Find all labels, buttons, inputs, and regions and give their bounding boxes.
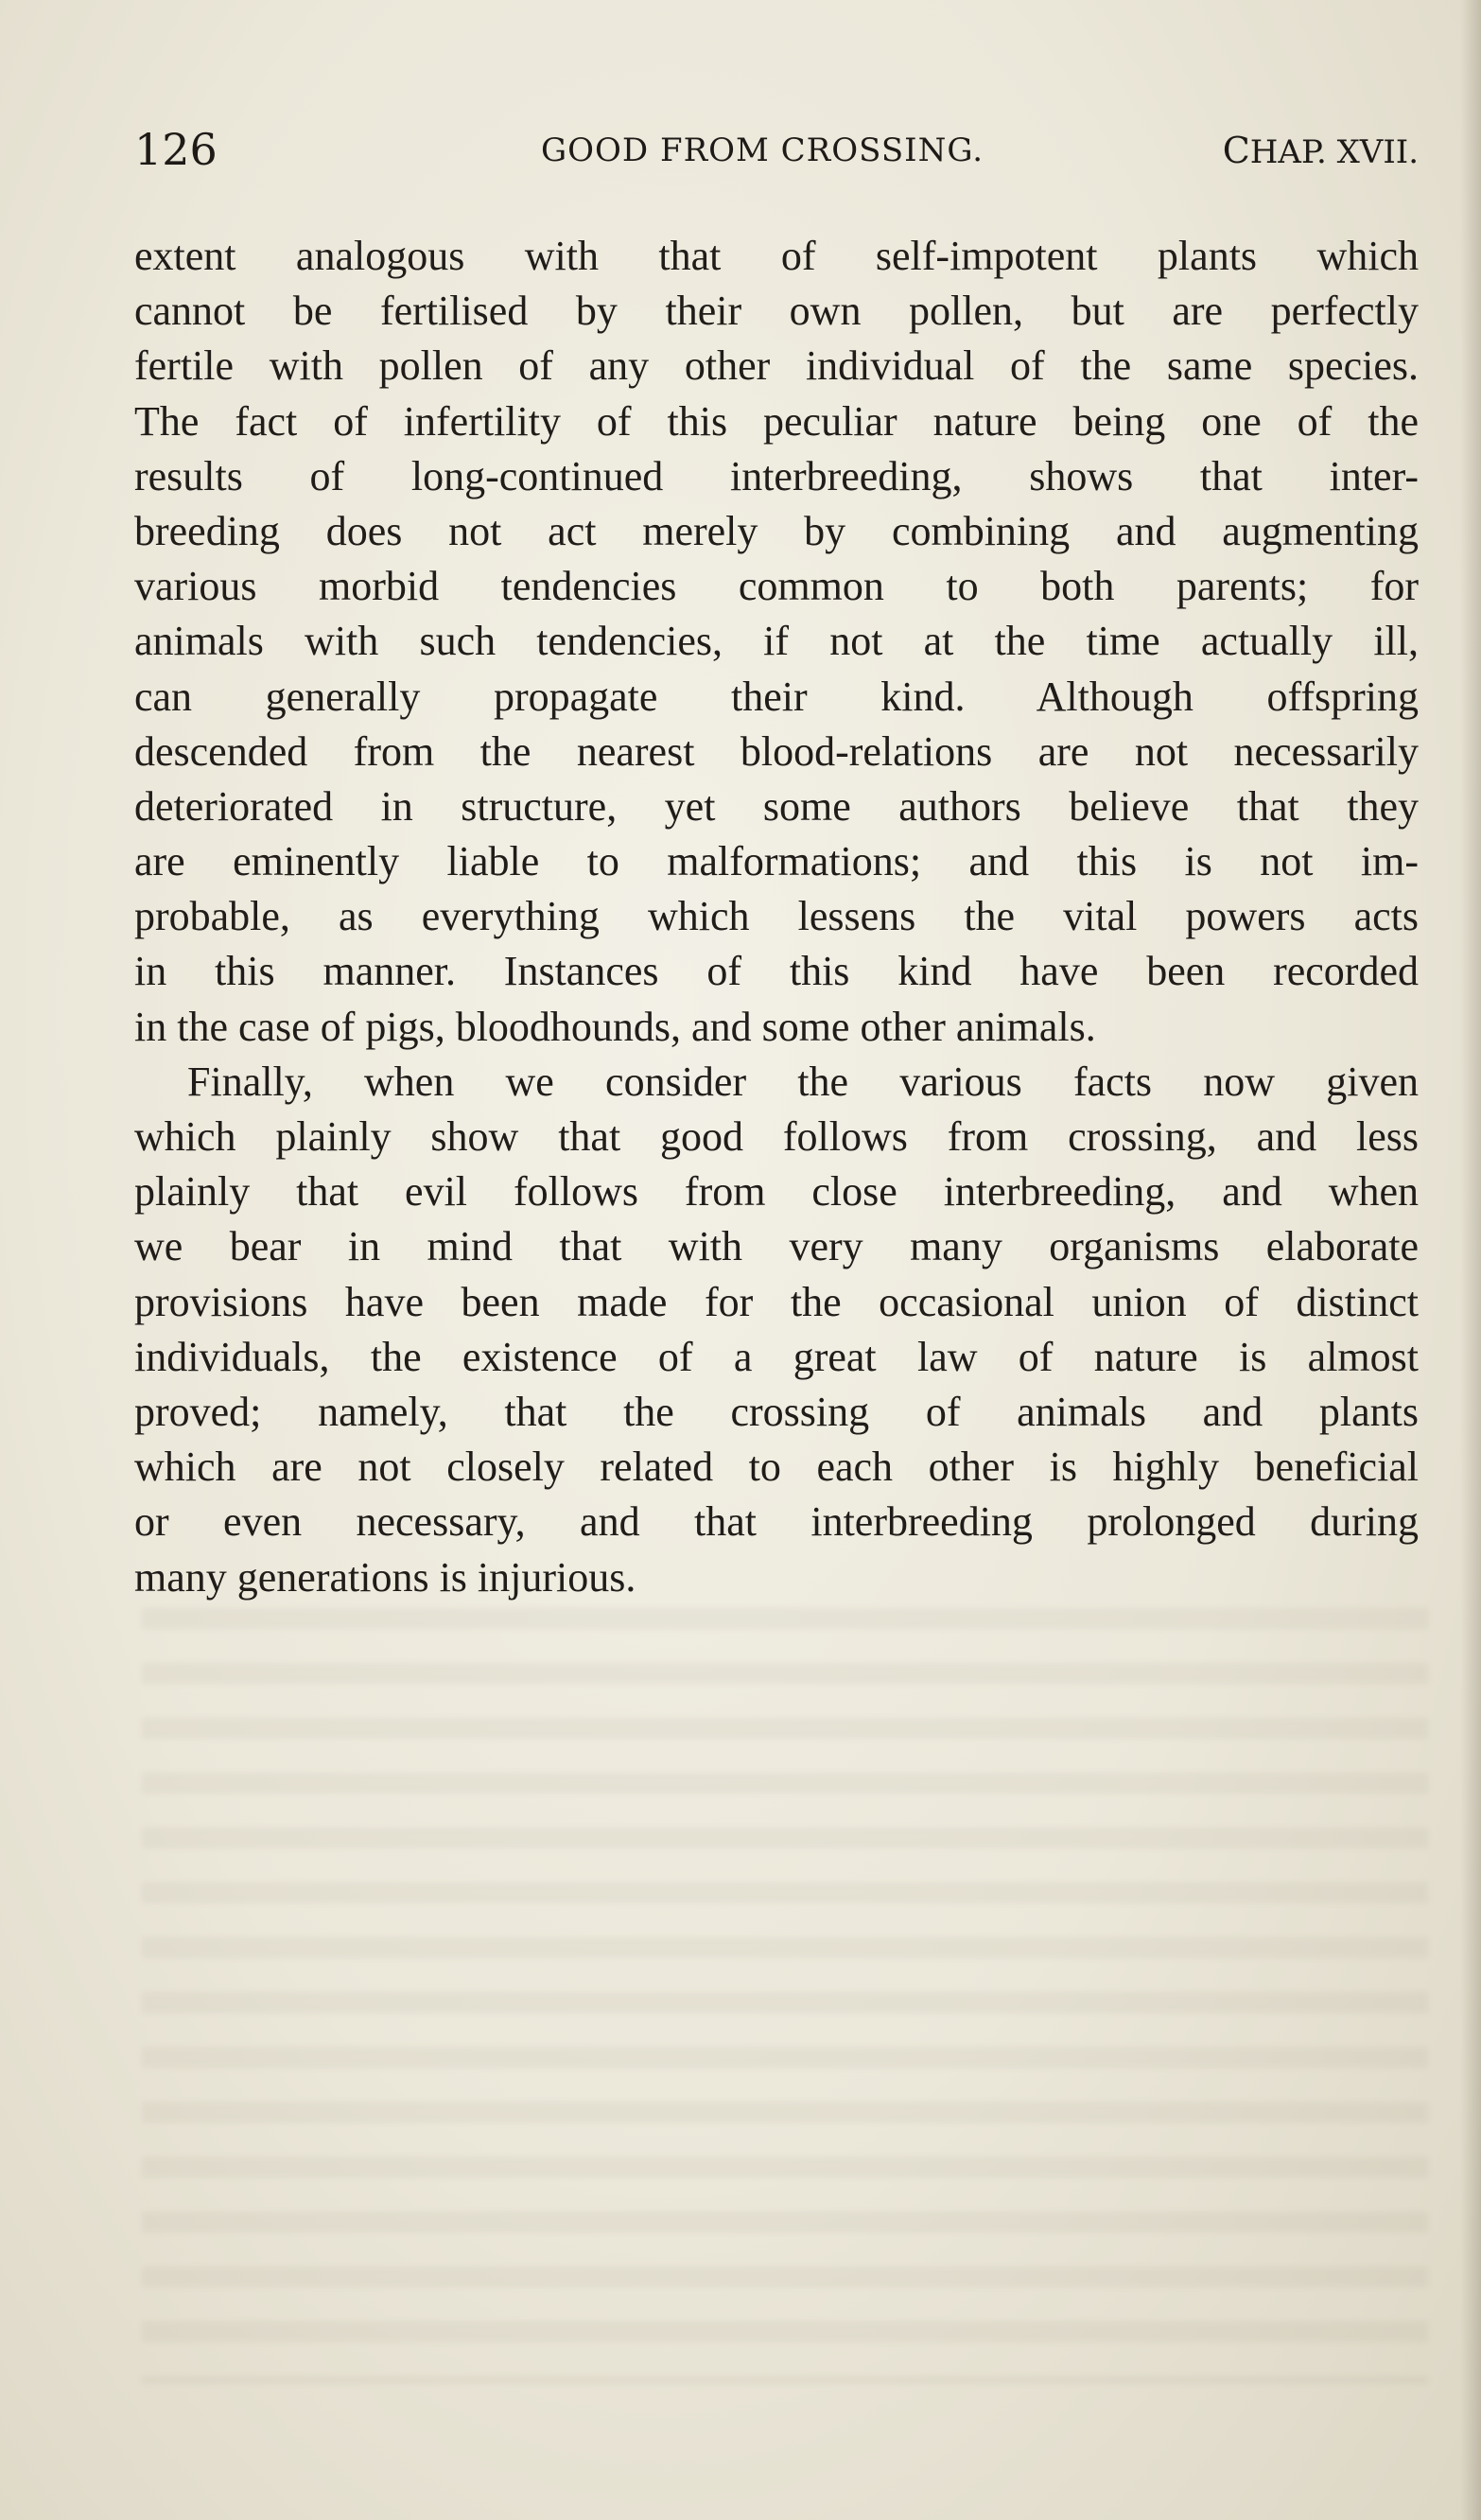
text-line: deteriorated in structure, yet some authors believe that they xyxy=(134,782,1419,830)
text-line: which are not closely related to each other is highly beneficial xyxy=(134,1444,1419,1491)
show-through-text xyxy=(142,1608,1428,2384)
text-line: can generally propagate their kind. Although offspring xyxy=(134,673,1419,720)
text-line: proved; namely, that the crossing of animals and plants xyxy=(134,1388,1419,1435)
text-line: probable, as everything which lessens the vital powers acts xyxy=(134,893,1419,940)
text-line: individuals, the existence of a great law of nature is almost xyxy=(134,1333,1419,1380)
text-line: provisions have been made for the occasional union of distinct xyxy=(134,1278,1419,1325)
text-line: or even necessary, and that interbreeding prolonged during xyxy=(134,1498,1419,1546)
text-line: fertile with pollen of any other individual of the same species. xyxy=(134,342,1419,390)
text-line: results of long-continued interbreeding, shows that inter- xyxy=(134,452,1419,499)
running-header xyxy=(134,121,1419,178)
text-line: descended from the nearest blood-relations are not necessarily xyxy=(134,727,1419,775)
text-line: in this manner. Instances of this kind have been recorded xyxy=(134,948,1419,995)
text-line: plainly that evil follows from close interbreeding, and when xyxy=(134,1168,1419,1216)
page-number: 126 xyxy=(134,124,218,175)
body-text xyxy=(134,229,1419,1605)
text-line: breeding does not act merely by combining and augmenting xyxy=(134,507,1419,554)
text-line: Finally, when we consider the various facts now given xyxy=(187,1058,1419,1105)
chapter-label-rest: HAP. XVII. xyxy=(1249,133,1419,171)
text-line: are eminently liable to malformations; and this is not im- xyxy=(134,838,1419,885)
text-line: many generations is injurious. xyxy=(134,1553,636,1601)
running-title: GOOD FROM CROSSING. xyxy=(541,131,984,169)
paragraph-2 xyxy=(134,1055,1419,1605)
text-line: we bear in mind that with very many organisms elaborate xyxy=(134,1223,1419,1270)
chapter-label xyxy=(1223,127,1419,176)
text-line: various morbid tendencies common to both parents; for xyxy=(134,563,1419,610)
text-line: which plainly show that good follows from crossing, and less xyxy=(134,1113,1419,1160)
text-line: in the case of pigs, bloodhounds, and some other animals. xyxy=(134,1003,1096,1050)
text-line: cannot be fertilised by their own pollen, but are perfectly xyxy=(134,288,1419,335)
paragraph-1 xyxy=(134,229,1419,1055)
chapter-label-initial: C xyxy=(1222,130,1250,171)
text-line: The fact of infertility of this peculiar nature being one of the xyxy=(134,397,1419,445)
page-edge-shadow xyxy=(1460,0,1481,2520)
text-line: extent analogous with that of self-impotent plants which xyxy=(134,233,1419,279)
text-line: animals with such tendencies, if not at the time actually ill, xyxy=(134,618,1419,665)
